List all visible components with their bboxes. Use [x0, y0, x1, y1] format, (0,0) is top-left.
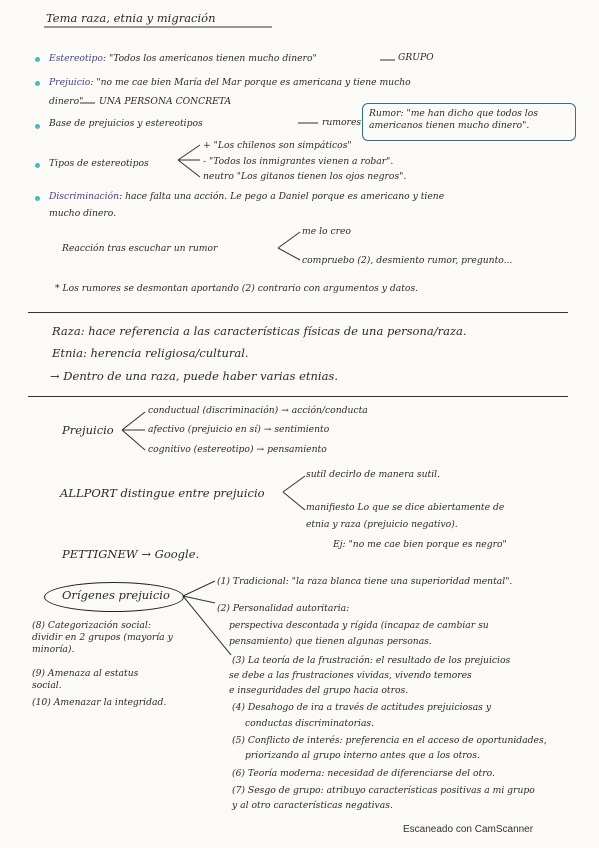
origen-item-2: (2) Personalidad autoritaria:	[217, 603, 350, 614]
origen-item-4b: conductas discriminatorias.	[245, 718, 375, 729]
left-note-1: (8) Categorización social: dividir en 2 grupos (mayoría y minoría).	[32, 620, 173, 655]
origen-item-3c: e inseguridades del grupo hacia otros.	[229, 685, 409, 696]
allport-manifiesto-2: etnia y raza (prejuicio negativo).	[306, 519, 458, 530]
section-divider	[28, 312, 568, 313]
origen-item-5: (5) Conflicto de interés: preferencia en el acceso de oportunidades,	[232, 735, 547, 746]
tipos-label: Tipos de estereotipos	[49, 158, 149, 169]
prejuicio-text: : "no me cae bien María del Mar porque es americana y tiene mucho	[90, 77, 411, 88]
dentro-note: → Dentro de una raza, puede haber varias etnias.	[50, 369, 338, 383]
prejuicio-text-2: dinero"	[49, 96, 84, 107]
componente-afectivo: afectivo (prejuicio en sí) → sentimiento	[148, 424, 330, 435]
reaccion-option-1: me lo creo	[302, 226, 351, 237]
origen-item-3b: se debe a las frustraciones vividas, vivendo temores	[229, 670, 472, 681]
etnia-definition: Etnia: herencia religiosa/cultural.	[52, 346, 249, 360]
reaccion-text: Reacción tras escuchar un rumor	[62, 243, 218, 254]
tipo-negativo: - "Todos los inmigrantes vienen a robar".	[203, 156, 394, 167]
origen-item-5b: priorizando al grupo interno antes que a los otros.	[245, 750, 480, 761]
allport-example: Ej: "no me cae bien porque es negro"	[333, 539, 507, 550]
section-divider	[28, 396, 568, 397]
rumor-box	[362, 103, 576, 141]
discriminacion-line	[49, 191, 444, 203]
pettignew-arrow: → Google.	[141, 547, 200, 561]
rumores-note: * Los rumores se desmontan aportando (2) contrario con argumentos y datos.	[55, 283, 419, 294]
discriminacion-text-2: mucho dinero.	[49, 208, 116, 219]
allport-sutil: sutil decirlo de manera sutil.	[306, 469, 440, 480]
allport-text: ALLPORT distingue entre prejuicio	[60, 486, 265, 500]
discriminacion-label: Discriminación	[49, 191, 120, 202]
estereotipo-arrow-label: GRUPO	[398, 52, 434, 63]
prejuicio-label: Prejuicio	[49, 77, 91, 88]
origen-item-3: (3) La teoría de la frustración: el resultado de los prejuicios	[232, 655, 511, 666]
origenes-heading: Orígenes prejuicio	[62, 588, 170, 602]
bullet-dot	[35, 124, 40, 129]
prejuicio-heading: Prejuicio	[62, 423, 114, 437]
origen-item-1: (1) Tradicional: "la raza blanca tiene una superioridad mental".	[217, 576, 513, 587]
left-note-3: (10) Amenazar la integridad.	[32, 697, 167, 708]
prejuicio-arrow-label: UNA PERSONA CONCRETA	[99, 96, 232, 107]
reaccion-option-2: compruebo (2), desmiento rumor, pregunto...	[302, 255, 513, 266]
origen-item-2c: pensamiento) que tienen algunas personas.	[229, 636, 432, 647]
scanner-watermark: Escaneado con CamScanner	[403, 824, 534, 835]
origen-item-6: (6) Teoría moderna: necesidad de diferenciarse del otro.	[232, 768, 495, 779]
tipo-positivo: + "Los chilenos son simpáticos"	[203, 140, 352, 151]
bullet-dot	[35, 81, 40, 86]
raza-definition: Raza: hace referencia a las características físicas de una persona/raza.	[52, 324, 467, 338]
estereotipo-text: : "Todos los americanos tienen mucho dinero"	[102, 53, 317, 64]
origen-item-7b: y al otro características negativas.	[232, 800, 393, 811]
bullet-dot	[35, 163, 40, 168]
bullet-dot	[35, 57, 40, 62]
componente-conductual: conductual (discriminación) → acción/conducta	[148, 405, 368, 416]
left-note-2: (9) Amenaza al estatus social.	[32, 668, 139, 691]
estereotipo-line	[49, 53, 317, 65]
prejuicio-line	[49, 77, 411, 89]
base-arrow-label: rumores.	[322, 117, 365, 128]
page-title: Tema raza, etnia y migración	[46, 11, 216, 25]
componente-cognitivo: cognitivo (estereotipo) → pensamiento	[148, 444, 327, 455]
pettignew-label	[62, 548, 199, 560]
pettignew-name: PETTIGNEW	[62, 547, 138, 561]
allport-manifiesto: manifiesto Lo que se dice abiertamente de	[306, 502, 505, 513]
rumor-box-text: Rumor: "me han dicho que todos los americanos tienen mucho dinero".	[369, 108, 538, 131]
origen-item-4: (4) Desahogo de ira a través de actitudes prejuiciosas y	[232, 702, 492, 713]
tipo-neutro: neutro "Los gitanos tienen los ojos negros".	[203, 171, 407, 182]
discriminacion-text: : hace falta una acción. Le pego a Daniel porque es americano y tiene	[119, 191, 445, 202]
bullet-dot	[35, 196, 40, 201]
base-text: Base de prejuicios y estereotipos	[49, 118, 203, 129]
origen-item-2b: perspectiva descontada y rígida (incapaz de cambiar su	[229, 620, 489, 631]
estereotipo-label: Estereotipo	[49, 53, 103, 64]
origen-item-7: (7) Sesgo de grupo: atribuyo características positivas a mi grupo	[232, 785, 535, 796]
